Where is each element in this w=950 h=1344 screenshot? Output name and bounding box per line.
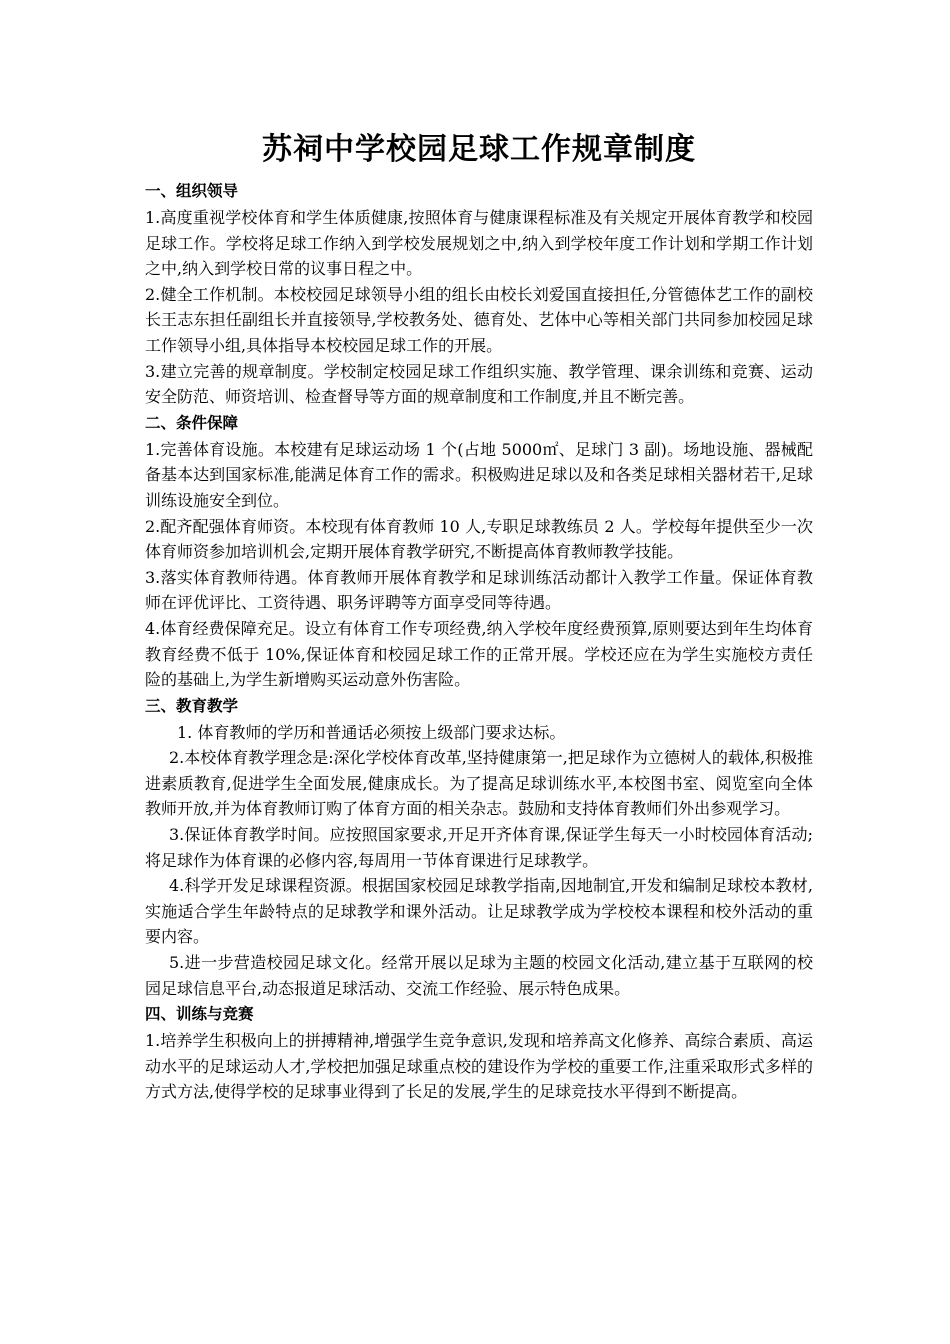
paragraph: 2.本校体育教学理念是:深化学校体育改革,坚持健康第一,把足球作为立德树人的载体,积极推进素质教育,促进学生全面发展,健康成长。为了提高足球训练水平,本校图书室、阅览室向全体教师开放,并为体育教师订购了体育方面的相关杂志。鼓励和支持体育教师们外出参观学习。 [145, 748, 813, 819]
document-page [145, 128, 813, 1105]
paragraph: 1.高度重视学校体育和学生体质健康,按照体育与健康课程标准及有关规定开展体育教学和校园足球工作。学校将足球工作纳入到学校发展规划之中,纳入到学校年度工作计划和学期工作计划之中,纳入到学校日常的议事日程之中。 [145, 208, 813, 279]
paragraph: 3.建立完善的规章制度。学校制定校园足球工作组织实施、教学管理、课余训练和竞赛、运动安全防范、师资培训、检查督导等方面的规章制度和工作制度,并且不断完善。 [145, 361, 813, 407]
paragraph: 1.培养学生积极向上的拼搏精神,增强学生竞争意识,发现和培养高文化修养、高综合素质、高运动水平的足球运动人才,学校把加强足球重点校的建设作为学校的重要工作,注重采取形式多样的方式方法,使得学校的足球事业得到了长足的发展,学生的足球竞技水平得到不断提高。 [145, 1031, 813, 1102]
section-heading-training: 四、训练与竞赛 [145, 1005, 254, 1024]
paragraph: 3.保证体育教学时间。应按照国家要求,开足开齐体育课,保证学生每天一小时校园体育活动;将足球作为体育课的必修内容,每周用一节体育课进行足球教学。 [145, 825, 813, 870]
document-title: 苏祠中学校园足球工作规章制度 [262, 132, 696, 167]
paragraph: 1.完善体育设施。本校建有足球运动场 1 个(占地 5000㎡、足球门 3 副)。场地设施、器械配备基本达到国家标准,能满足体育工作的需求。积极购进足球以及和各类足球相关器材若干,足球训练设施安全到位。 [145, 439, 813, 510]
section-heading-teaching: 三、教育教学 [145, 696, 239, 715]
paragraph: 2.配齐配强体育师资。本校现有体育教师 10 人,专职足球教练员 2 人。学校每年提供至少一次体育师资参加培训机会,定期开展体育教学研究,不断提高体育教师教学技能。 [145, 516, 813, 562]
paragraph: 1. 体育教师的学历和普通话必须按上级部门要求达标。 [177, 722, 566, 742]
paragraph: 3.落实体育教师待遇。体育教师开展体育教学和足球训练活动都计入教学工作量。保证体育教师在评优评比、工资待遇、职务评聘等方面享受同等待遇。 [145, 567, 813, 613]
section-heading-conditions: 二、条件保障 [145, 413, 239, 432]
paragraph: 4.体育经费保障充足。设立有体育工作专项经费,纳入学校年度经费预算,原则要达到年生均体育教育经费不低于 10%,保证体育和校园足球工作的正常开展。学校还应在为学生实施校方责任险的基础上,为学生新增购买运动意外伤害险。 [145, 618, 813, 690]
paragraph: 2.健全工作机制。本校校园足球领导小组的组长由校长刘爱国直接担任,分管德体艺工作的副校长王志东担任副组长并直接领导,学校教务处、德育处、艺体中心等相关部门共同参加校园足球工作领导小组,具体指导本校校园足球工作的开展。 [145, 284, 813, 355]
section-heading-organization: 一、组织领导 [145, 182, 239, 200]
paragraph: 5.进一步营造校园足球文化。经常开展以足球为主题的校园文化活动,建立基于互联网的校园足球信息平台,动态报道足球活动、交流工作经验、展示特色成果。 [145, 953, 813, 998]
paragraph: 4.科学开发足球课程资源。根据国家校园足球教学指南,因地制宜,开发和编制足球校本教材,实施适合学生年龄特点的足球教学和课外活动。让足球教学成为学校校本课程和校外活动的重要内容。 [145, 876, 813, 947]
